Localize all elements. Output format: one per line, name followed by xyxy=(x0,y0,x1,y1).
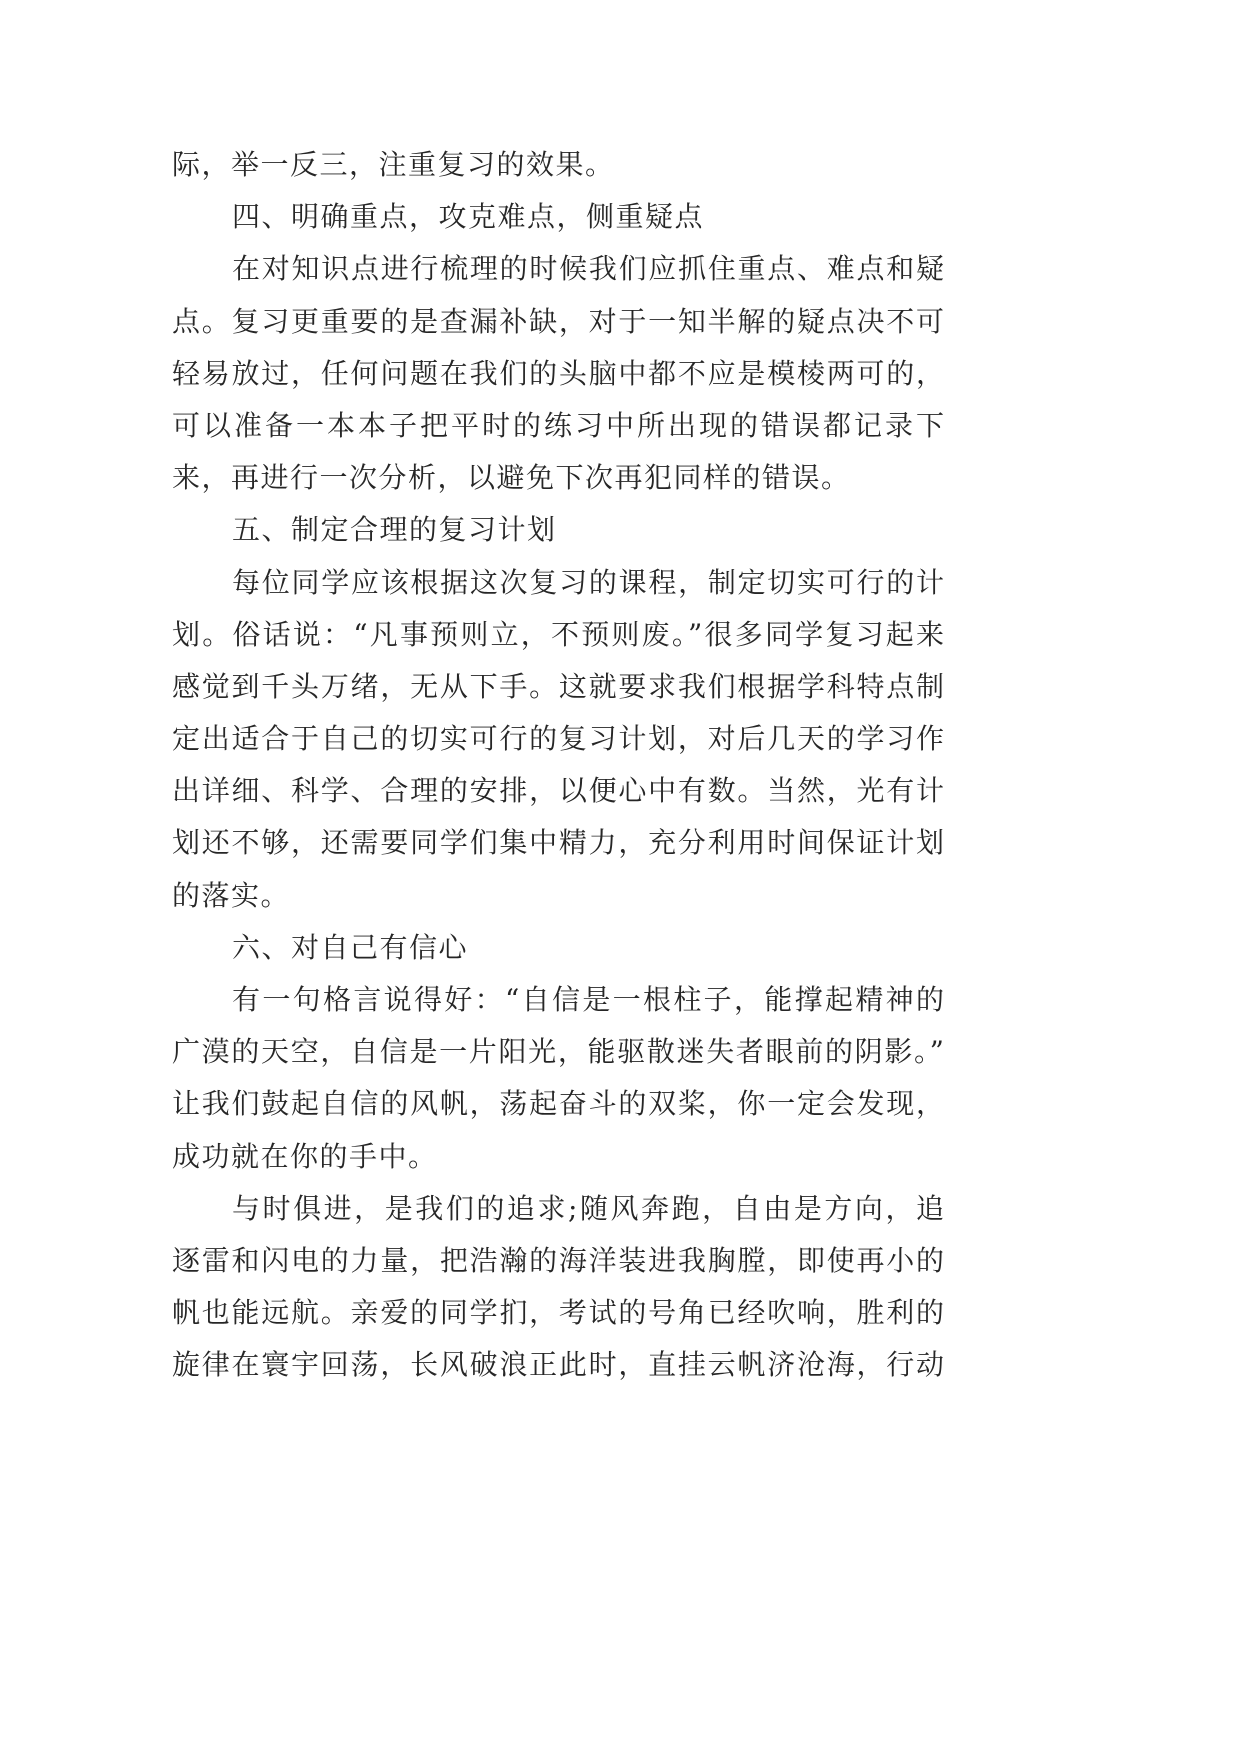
body-line: 逐雷和闪电的力量，把浩瀚的海洋装进我胸膛，即使再小的 xyxy=(172,1243,944,1277)
body-line: 感觉到千头万绪，无从下手。这就要求我们根据学科特点制 xyxy=(172,669,944,703)
section-4 xyxy=(172,191,944,504)
body-line: 成功就在你的手中。 xyxy=(172,1139,438,1173)
body-line: 点。复习更重要的是查漏补缺，对于一知半解的疑点决不可 xyxy=(172,304,944,338)
section-6 xyxy=(172,922,944,1183)
body-line: 定出适合于自己的切实可行的复习计划，对后几天的学习作 xyxy=(172,722,944,756)
section-heading: 五、制定合理的复习计划 xyxy=(232,513,557,547)
body-line: 广漠的天空，自信是一片阳光，能驱散迷失者眼前的阴影。” xyxy=(172,1035,944,1069)
body-line: 际，举一反三，注重复习的效果。 xyxy=(172,148,615,181)
body-line: 有一句格言说得好：“自信是一根柱子，能撑起精神的 xyxy=(232,983,944,1016)
body-line: 划。俗话说：“凡事预则立，不预则废。”很多同学复习起来 xyxy=(172,617,944,651)
body-line: 每位同学应该根据这次复习的课程，制定切实可行的计 xyxy=(232,565,944,599)
body-line: 帆也能远航。亲爱的同学扪，考试的号角已经吹响，胜利的 xyxy=(172,1296,944,1330)
body-line: 来，再进行一次分析，以避免下次再犯同样的错误。 xyxy=(172,461,851,495)
document-page xyxy=(172,139,944,1392)
body-line: 与时俱进，是我们的追求;随风奔跑，自由是方向，追 xyxy=(232,1191,944,1225)
body-line: 让我们鼓起自信的风帆，荡起奋斗的双桨，你一定会发现， xyxy=(172,1087,944,1121)
body-line: 的落实。 xyxy=(172,878,291,912)
body-line: 划还不够，还需要同学们集中精力，充分利用时间保证计划 xyxy=(172,826,944,860)
continuation-paragraph xyxy=(172,139,944,191)
body-line: 可以准备一本本子把平时的练习中所出现的错误都记录下 xyxy=(172,408,944,442)
closing-paragraph xyxy=(172,1183,944,1392)
section-heading: 六、对自己有信心 xyxy=(232,930,469,964)
body-line: 旋律在寰宇回荡，长风破浪正此时，直挂云帆济沧海，行动 xyxy=(172,1348,944,1382)
body-line: 在对知识点进行梳理的时候我们应抓住重点、难点和疑 xyxy=(232,252,944,286)
section-heading: 四、明确重点，攻克难点，侧重疑点 xyxy=(232,200,705,234)
body-line: 出详细、科学、合理的安排，以便心中有数。当然，光有计 xyxy=(172,774,944,808)
body-line: 轻易放过，任何问题在我们的头脑中都不应是模棱两可的， xyxy=(172,356,944,390)
section-5 xyxy=(172,504,944,922)
